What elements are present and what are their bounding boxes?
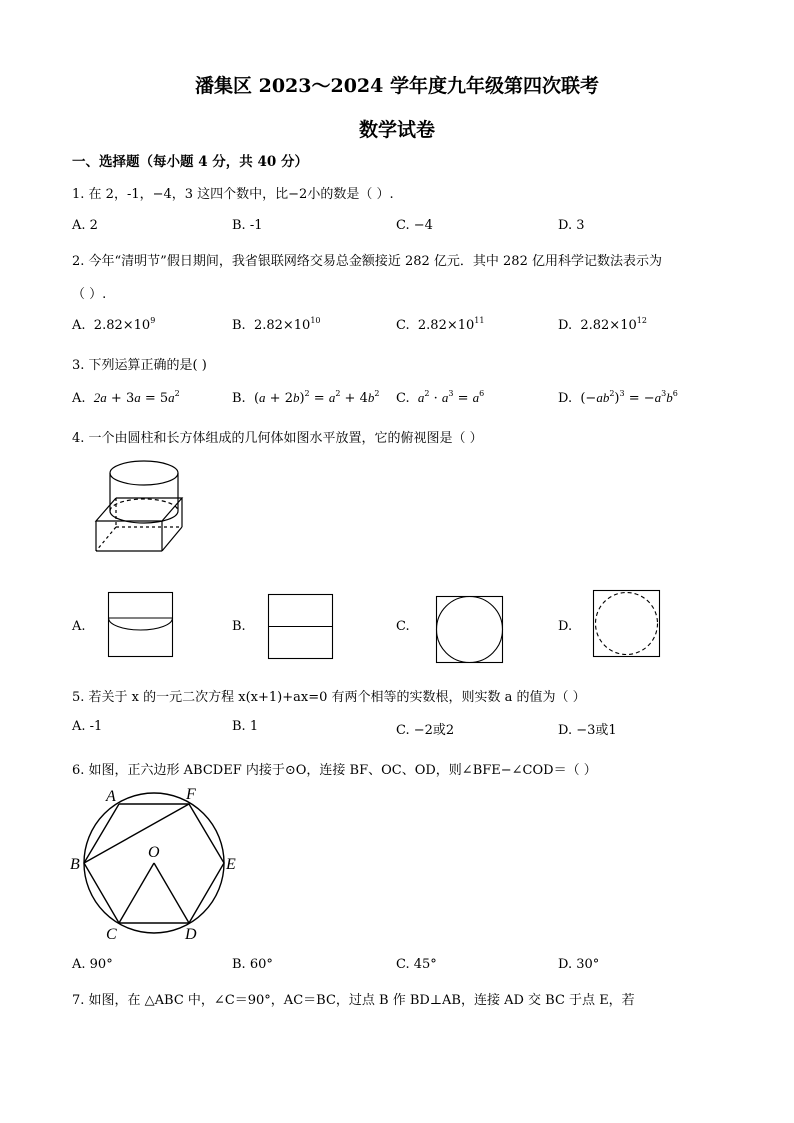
q5-option-a: A. -1	[72, 719, 103, 734]
question-6-stem: 6. 如图，正六边形 ABCDEF 内接于⊙O，连接 BF、OC、OD，则∠BFE−∠COD＝（ ）	[72, 763, 597, 778]
q4-option-a-figure	[108, 592, 174, 658]
q6-option-a: A. 90°	[72, 957, 113, 972]
question-5-stem: 5. 若关于 x 的一元二次方程 x(x+1)+ax=0 有两个相等的实数根，则实数 a 的值为（ ）	[72, 690, 586, 705]
label-o: O	[148, 844, 160, 861]
q3-option-b: B. $(a + 2b)^2 = a^2 + 4b^2$	[232, 389, 380, 406]
section-heading: 一、选择题（每小题 4 分，共 40 分）	[72, 154, 308, 170]
q2-option-a: A. $2.82\times 10^9$	[72, 316, 156, 333]
label-a: A	[106, 788, 116, 805]
label-e: E	[226, 856, 236, 873]
question-1-stem: 1. 在 2，-1，−4，3 这四个数中，比−2小的数是（ ）.	[72, 187, 394, 202]
q2-option-d: D. $2.82\times 10^{12}$	[558, 316, 647, 333]
q6-option-d: D. 30°	[558, 957, 600, 972]
q3-option-c: C. $a^2 \cdot a^3 = a^6$	[396, 389, 485, 406]
q4-option-d: D.	[558, 619, 573, 634]
q6-option-c: C. 45°	[396, 957, 437, 972]
q4-solid-figure	[90, 455, 200, 560]
q2-option-c: C. $2.82\times 10^{11}$	[396, 316, 485, 333]
q4-option-c: C.	[396, 619, 410, 634]
question-4-stem: 4. 一个由圆柱和长方体组成的几何体如图水平放置，它的俯视图是（ ）	[72, 431, 483, 446]
question-2-stem: 2. 今年“清明节”假日期间，我省银联网络交易总金额接近 282 亿元．其中 282 亿用科学记数法表示为	[72, 254, 662, 269]
label-d: D	[185, 926, 197, 943]
question-2-stem-cont: （ ）.	[72, 287, 107, 302]
q4-option-b-figure	[268, 594, 334, 660]
q4-option-d-figure	[593, 590, 661, 658]
q5-option-b: B. 1	[232, 719, 259, 734]
q6-hexagon-figure	[70, 785, 240, 945]
label-f: F	[186, 786, 196, 803]
q6-option-b: B. 60°	[232, 957, 273, 972]
exam-title: 潘集区 2023～2024 学年度九年级第四次联考	[195, 75, 599, 97]
q3-option-d: D. $(-ab^2)^3 = -a^3b^6$	[558, 389, 678, 406]
q4-option-a: A.	[72, 619, 86, 634]
q3-option-a: A. $2a + 3a = 5a^2$	[72, 389, 180, 406]
exam-subtitle: 数学试卷	[358, 119, 435, 141]
q1-option-a: A. 2	[72, 218, 98, 233]
q1-option-b: B. -1	[232, 218, 263, 233]
label-c: C	[106, 926, 117, 943]
q4-option-c-figure	[436, 596, 504, 664]
q1-option-c: C. −4	[396, 218, 433, 233]
q2-option-b: B. $2.82\times 10^{10}$	[232, 316, 321, 333]
label-b: B	[70, 856, 80, 873]
question-7-stem: 7. 如图，在 △ABC 中，∠C＝90°，AC＝BC，过点 B 作 BD⊥AB，连接 AD 交 BC 于点 E，若	[72, 993, 635, 1008]
q1-option-d: D. 3	[558, 218, 585, 233]
q5-option-c: C. −2或2	[396, 723, 455, 738]
question-3-stem: 3. 下列运算正确的是( )	[72, 358, 207, 373]
q5-option-d: D. −3或1	[558, 723, 617, 738]
q4-option-b: B.	[232, 619, 246, 634]
